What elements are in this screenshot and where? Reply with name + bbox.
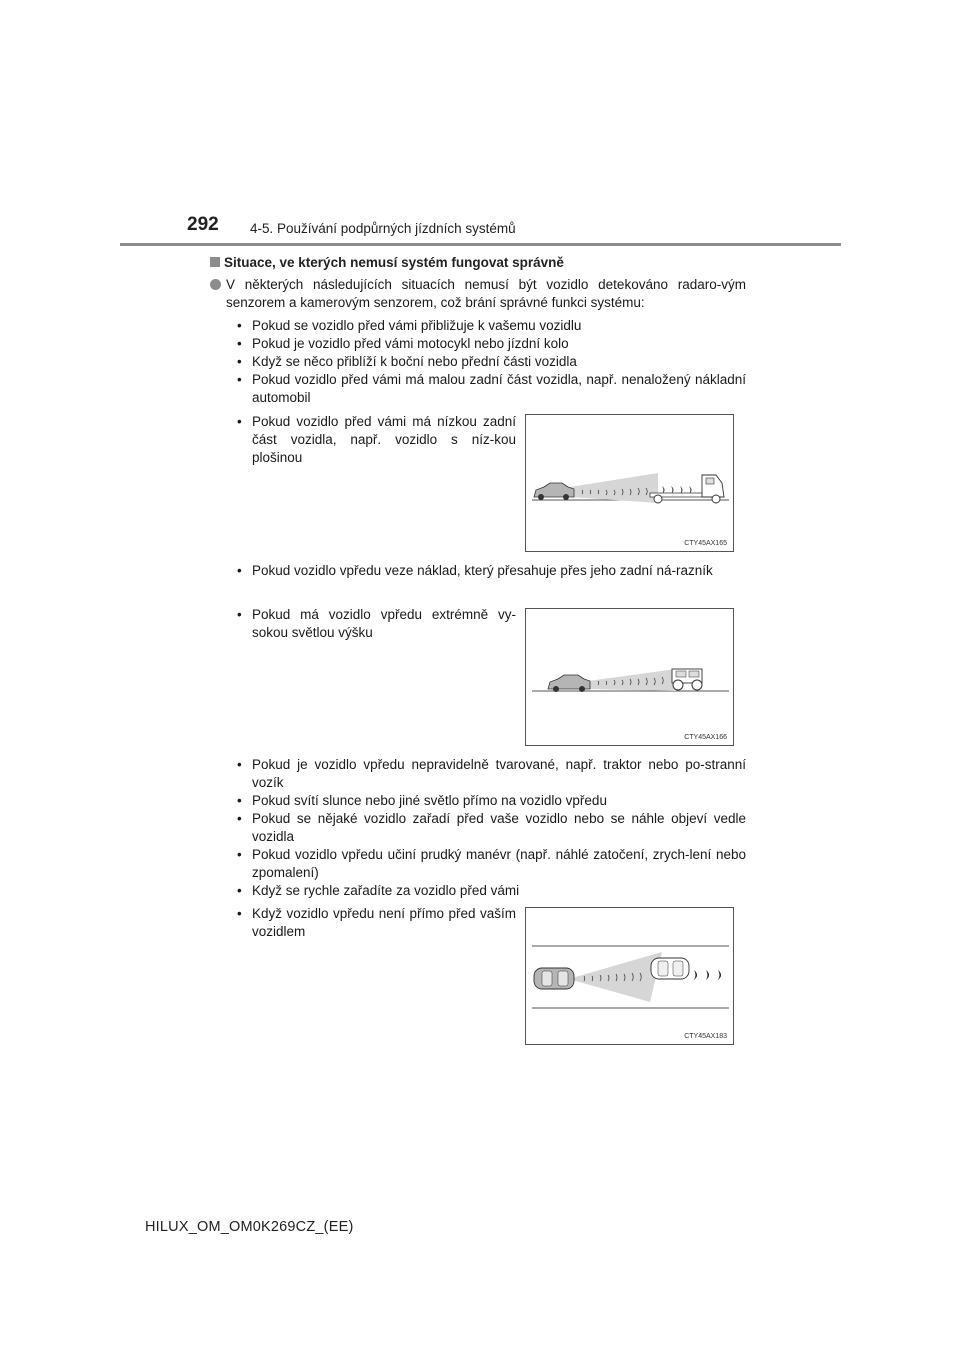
figure-code: CTY45AX166 [684,734,727,741]
list-item: • Pokud vozidlo vpředu veze náklad, který přesahuje přes jeho zadní ná-razník [237,562,746,580]
figure-1-illustration [526,415,733,551]
list-item: • Když se něco přiblíží k boční nebo přední části vozidla [237,353,746,371]
list-item: • Když vozidlo vpředu není přímo před vaším vozidlem [237,905,516,941]
list-item: • Pokud se vozidlo před vámi přibližuje k vašemu vozidlu [237,317,746,335]
intro-text: V některých následujících situacích nemusí být vozidlo detekováno radaro-vým senzorem a kamerovým senzorem, což brání správné funkci systému: [226,277,746,310]
bullet-item-cargo [237,562,746,580]
list-item: • Pokud svítí slunce nebo jiné světlo přímo na vozidlo vpředu [237,792,746,810]
bullet-item-not-in-front [237,905,516,941]
section-heading [210,255,564,270]
section-title: 4-5. Používání podpůrných jízdních systémů [250,221,516,236]
list-item: • Pokud vozidlo vpředu učiní prudký manévr (např. náhlé zatočení, zrych-lení nebo zpomalení) [237,846,746,882]
figure-offset-vehicle [525,907,734,1045]
bullet-item-low-rear [237,413,516,467]
section-heading-text: Situace, ve kterých nemusí systém fungovat správně [224,255,564,270]
list-item: • Když se rychle zařadíte za vozidlo před vámi [237,882,746,900]
bullet-list-2 [237,756,746,900]
figure-low-rear-truck [525,414,734,552]
list-item: • Pokud vozidlo před vámi má malou zadní část vozidla, např. nenaložený nákladní automobil [237,371,746,407]
page-number: 292 [187,214,219,235]
list-item: • Pokud je vozidlo před vámi motocykl nebo jízdní kolo [237,335,746,353]
square-bullet-icon [210,257,220,267]
list-item: • Pokud má vozidlo vpředu extrémně vy-sokou světlou výšku [237,606,516,642]
figure-high-clearance [525,608,734,746]
figure-2-illustration [526,609,733,745]
list-item: • Pokud vozidlo před vámi má nízkou zadní část vozidla, např. vozidlo s níz-kou plošinou [237,413,516,467]
circle-bullet-icon [210,279,221,290]
list-item: • Pokud je vozidlo vpředu nepravidelně tvarované, např. traktor nebo po-stranní vozík [237,756,746,792]
figure-code: CTY45AX183 [684,1033,727,1040]
list-item: • Pokud se nějaké vozidlo zařadí před vaše vozidlo nebo se náhle objeví vedle vozidla [237,810,746,846]
footer-doc-code: HILUX_OM_OM0K269CZ_(EE) [145,1219,354,1235]
bullet-item-high-clearance [237,606,516,642]
header-rule [120,243,841,246]
figure-3-illustration [526,908,733,1044]
intro-paragraph [210,276,746,312]
figure-code: CTY45AX165 [684,540,727,547]
bullet-list-1 [237,317,746,407]
